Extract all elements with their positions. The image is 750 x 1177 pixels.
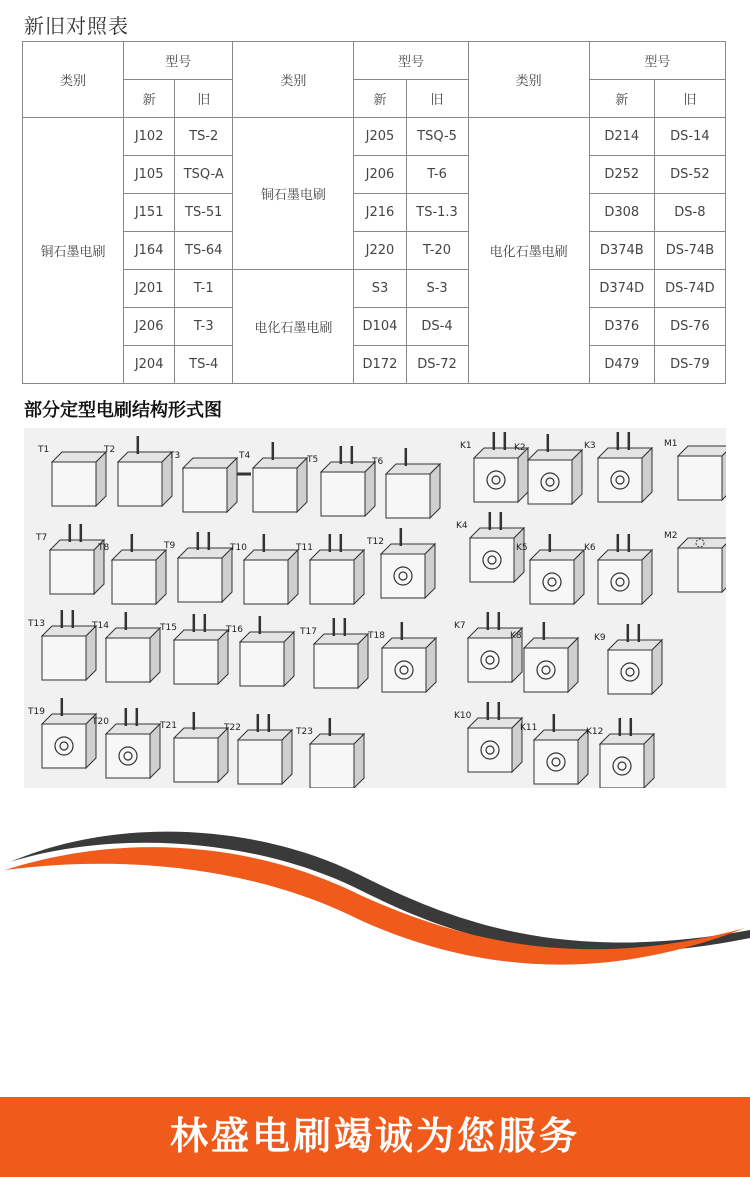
brush-front <box>253 468 297 512</box>
category-cell: 电化石墨电刷 <box>468 118 589 384</box>
brush-front <box>238 740 282 784</box>
diagram-label: T7 <box>36 533 48 543</box>
brush-front <box>524 648 568 692</box>
diagram-label: T10 <box>230 543 247 553</box>
cell-new: J102 <box>124 118 175 156</box>
brush-side <box>150 724 160 778</box>
diagram-label: T23 <box>296 727 313 737</box>
diagram-label: T18 <box>368 631 385 641</box>
diagram-label: T22 <box>224 723 241 733</box>
cell-old: TSQ-A <box>175 156 233 194</box>
cell-new: J206 <box>354 156 406 194</box>
brush-front <box>608 650 652 694</box>
diagram-label: K8 <box>510 631 522 641</box>
brush-side <box>358 634 368 688</box>
diagram-label: T2 <box>104 445 116 455</box>
brush-side <box>282 730 292 784</box>
brush-front <box>174 738 218 782</box>
cell-new: D308 <box>589 194 654 232</box>
cell-new: D479 <box>589 346 654 384</box>
brush-front <box>386 474 430 518</box>
diagram-label: T20 <box>92 717 109 727</box>
diagram-label: T3 <box>169 451 181 461</box>
cell-old: TS-4 <box>175 346 233 384</box>
brush-front <box>112 560 156 604</box>
brush-front <box>314 644 358 688</box>
brush-front <box>310 744 354 788</box>
decorative-wave <box>0 820 750 980</box>
brush-front <box>240 642 284 686</box>
brush-side <box>568 638 578 692</box>
category-cell: 铜石墨电刷 <box>23 118 124 384</box>
diagram-label: K12 <box>586 727 604 737</box>
brush-side <box>288 550 298 604</box>
diagram-label: T5 <box>307 455 319 465</box>
brush-side <box>652 640 662 694</box>
diagram-label: K4 <box>456 521 468 531</box>
diagram-label: T16 <box>226 625 243 635</box>
diagram-label: T12 <box>367 537 384 547</box>
brush-front <box>174 640 218 684</box>
brush-side <box>426 638 436 692</box>
cell-new: D214 <box>589 118 654 156</box>
brush-side <box>86 626 96 680</box>
cell-old: TSQ-5 <box>406 118 468 156</box>
diagram-label: T6 <box>372 457 384 467</box>
diagram-label: K5 <box>516 543 528 553</box>
header-category-3: 类别 <box>468 42 589 118</box>
cell-new: J204 <box>124 346 175 384</box>
brush-front <box>310 560 354 604</box>
cell-old: S-3 <box>406 270 468 308</box>
brush-side <box>644 734 654 788</box>
brush-front <box>534 740 578 784</box>
diagram-title: 部分定型电刷结构形式图 <box>24 400 222 421</box>
brush-side <box>572 450 582 504</box>
diagram-label: T4 <box>239 451 251 461</box>
cell-old: DS-72 <box>406 346 468 384</box>
brush-side <box>156 550 166 604</box>
diagram-label: M1 <box>664 439 678 449</box>
comparison-table <box>22 41 726 384</box>
brush-side <box>514 528 524 582</box>
diagram-label: T19 <box>28 707 45 717</box>
category-cell: 铜石墨电刷 <box>233 118 354 270</box>
header-old: 旧 <box>654 80 725 118</box>
brush-side <box>365 462 375 516</box>
cell-old: T-6 <box>406 156 468 194</box>
cell-new: J206 <box>124 308 175 346</box>
cell-old: DS-4 <box>406 308 468 346</box>
header-category-2: 类别 <box>233 42 354 118</box>
diagram-label: T9 <box>164 541 176 551</box>
brush-front <box>42 724 86 768</box>
header-old: 旧 <box>406 80 468 118</box>
cell-new: J151 <box>124 194 175 232</box>
cell-old: T-1 <box>175 270 233 308</box>
diagram-label: K3 <box>584 441 596 451</box>
cell-new: D252 <box>589 156 654 194</box>
header-model-3: 型号 <box>589 42 725 80</box>
cell-new: D374B <box>589 232 654 270</box>
cell-new: J105 <box>124 156 175 194</box>
cell-new: D374D <box>589 270 654 308</box>
cell-new: J216 <box>354 194 406 232</box>
brush-front <box>52 462 96 506</box>
brush-side <box>284 632 294 686</box>
diagram-label: M2 <box>664 531 678 541</box>
brush-side <box>218 630 228 684</box>
brush-front <box>118 462 162 506</box>
brush-side <box>218 728 228 782</box>
cell-old: TS-51 <box>175 194 233 232</box>
brush-front <box>382 648 426 692</box>
cell-old: DS-74D <box>654 270 725 308</box>
diagram-label: T15 <box>160 623 177 633</box>
cell-new: D376 <box>589 308 654 346</box>
diagram-label: T17 <box>300 627 317 637</box>
header-new: 新 <box>589 80 654 118</box>
cell-old: DS-79 <box>654 346 725 384</box>
brush-front <box>244 560 288 604</box>
brush-side <box>354 734 364 788</box>
cell-old: DS-52 <box>654 156 725 194</box>
diagram-label: T1 <box>38 445 50 455</box>
brush-front <box>178 558 222 602</box>
brush-side <box>642 550 652 604</box>
cell-old: TS-64 <box>175 232 233 270</box>
diagram-label: K10 <box>454 711 472 721</box>
brush-side <box>578 730 588 784</box>
diagram-label: K9 <box>594 633 606 643</box>
brush-front <box>600 744 644 788</box>
brush-side <box>425 544 435 598</box>
category-cell: 电化石墨电刷 <box>233 270 354 384</box>
cell-new: J220 <box>354 232 406 270</box>
table-title: 新旧对照表 <box>24 14 129 38</box>
diagram-label: T11 <box>296 543 313 553</box>
header-old: 旧 <box>175 80 233 118</box>
cell-old: DS-14 <box>654 118 725 156</box>
brush-side <box>642 448 652 502</box>
brush-side <box>227 458 237 512</box>
brush-top <box>678 446 726 456</box>
diagram-label: K1 <box>460 441 472 451</box>
cell-new: D172 <box>354 346 406 384</box>
cell-old: DS-74B <box>654 232 725 270</box>
brush-side <box>222 548 232 602</box>
cell-new: S3 <box>354 270 406 308</box>
brush-side <box>150 628 160 682</box>
service-banner: 林盛电刷竭诚为您服务 <box>0 1097 750 1177</box>
brush-structure-diagram <box>24 428 726 788</box>
cell-new: J205 <box>354 118 406 156</box>
header-new: 新 <box>124 80 175 118</box>
cell-old: DS-8 <box>654 194 725 232</box>
cell-old: DS-76 <box>654 308 725 346</box>
brush-side <box>574 550 584 604</box>
brush-side <box>297 458 307 512</box>
header-category-1: 类别 <box>23 42 124 118</box>
header-new: 新 <box>354 80 406 118</box>
brush-front <box>474 458 518 502</box>
diagram-label: K7 <box>454 621 466 631</box>
brush-front <box>106 734 150 778</box>
cell-old: TS-1.3 <box>406 194 468 232</box>
brush-front <box>50 550 94 594</box>
diagram-label: T14 <box>92 621 109 631</box>
brush-front <box>42 636 86 680</box>
cell-new: D104 <box>354 308 406 346</box>
diagram-label: T8 <box>98 543 110 553</box>
brush-front <box>381 554 425 598</box>
brush-side <box>518 448 528 502</box>
brush-side <box>354 550 364 604</box>
brush-front <box>321 472 365 516</box>
brush-side <box>430 464 440 518</box>
brush-front <box>678 456 722 500</box>
brush-front <box>530 560 574 604</box>
brush-front <box>106 638 150 682</box>
diagram-label: K2 <box>514 443 526 453</box>
brush-front <box>470 538 514 582</box>
brush-front <box>468 638 512 682</box>
brush-front <box>183 468 227 512</box>
cell-old: T-3 <box>175 308 233 346</box>
cell-new: J164 <box>124 232 175 270</box>
header-model-1: 型号 <box>124 42 233 80</box>
brush-front <box>468 728 512 772</box>
cell-old: T-20 <box>406 232 468 270</box>
brush-front <box>678 548 722 592</box>
brush-front <box>598 458 642 502</box>
diagram-label: K6 <box>584 543 596 553</box>
diagram-label: K11 <box>520 723 538 733</box>
brush-side <box>96 452 106 506</box>
brush-front <box>598 560 642 604</box>
diagram-label: T21 <box>160 721 177 731</box>
brush-front <box>528 460 572 504</box>
diagram-label: T13 <box>28 619 45 629</box>
header-model-2: 型号 <box>354 42 468 80</box>
cell-old: TS-2 <box>175 118 233 156</box>
cell-new: J201 <box>124 270 175 308</box>
